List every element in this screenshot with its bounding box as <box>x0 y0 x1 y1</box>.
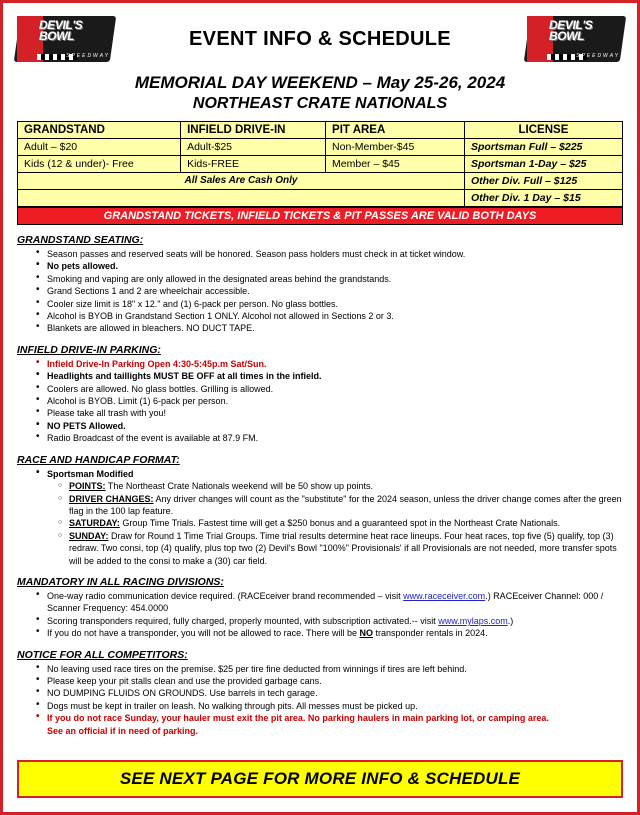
list-item: • Season passes and reserved seats will be honored. Season pass holders must check in at ticket window. <box>47 248 623 260</box>
cell-license-other-1day: Other Div. 1 Day – $15 <box>470 192 581 204</box>
grandstand-list <box>17 248 623 335</box>
footer-banner <box>17 760 623 798</box>
mandatory-text-post-1: .) RACEceiver Channel: 000 / Scanner Frequency: 454.0000 <box>47 590 604 614</box>
sub-label-saturday: SATURDAY: <box>69 518 120 529</box>
logo-text-left: DEVIL'S BOWL <box>39 18 83 43</box>
mandatory-text-post-3: transponder rentals in 2024. <box>373 628 488 639</box>
sub-label-points: POINTS: <box>69 481 106 492</box>
list-item-warning <box>47 712 623 737</box>
cell-infield-kids: Kids-FREE <box>181 156 326 172</box>
footer-text: SEE NEXT PAGE FOR MORE INFO & SCHEDULE <box>119 769 521 788</box>
raceceiver-link[interactable]: www.raceceiver.com <box>403 590 486 601</box>
list-item <box>69 480 623 492</box>
cell-spacer <box>18 190 465 206</box>
tickets-valid-both-days-banner: GRANDSTAND TICKETS, INFIELD TICKETS & PIT PASSES ARE VALID BOTH DAYS <box>18 207 622 224</box>
section-race-format <box>17 454 623 567</box>
col-header-infield: INFIELD DRIVE-IN <box>181 122 326 138</box>
section-title-notice: NOTICE FOR ALL COMPETITORS: <box>17 648 188 661</box>
cell-grandstand-kids: Kids (12 & under)- Free <box>18 156 181 172</box>
list-item <box>47 627 623 639</box>
list-item: • Coolers are allowed. No glass bottles. Grilling is allowed. <box>47 383 623 395</box>
sub-text-points: The Northeast Crate Nationals weekend will be 50 show up points. <box>105 481 373 492</box>
event-title-line1: MEMORIAL DAY WEEKEND – May 25-26, 2024 <box>134 73 506 92</box>
list-item <box>47 590 623 615</box>
devils-bowl-logo-right <box>527 16 623 62</box>
pricing-table <box>17 121 623 225</box>
col-header-grandstand: GRANDSTAND <box>18 122 181 138</box>
section-mandatory <box>17 576 623 640</box>
table-row <box>18 190 622 207</box>
logo-sub-right: SPEEDWAY <box>576 53 620 59</box>
sub-label-driver-changes: DRIVER CHANGES: <box>69 493 154 504</box>
mandatory-no-emphasis: NO <box>359 628 374 639</box>
cell-all-sales-cash-only: All Sales Are Cash Only <box>18 173 465 189</box>
list-item: • NO DUMPING FLUIDS ON GROUNDS. Use barrels in tech garage. <box>47 687 623 699</box>
list-item: • Please take all trash with you! <box>47 407 623 419</box>
list-item: • Infield Drive-In Parking Open 4:30-5:45p.m Sat/Sun. <box>47 358 623 370</box>
list-item: • Grand Sections 1 and 2 are wheelchair accessible. <box>47 285 623 297</box>
section-infield-parking <box>17 344 623 445</box>
table-row <box>18 173 622 190</box>
logo-text-right: DEVIL'S BOWL <box>549 18 593 43</box>
race-format-sublist <box>47 480 623 567</box>
list-item: • Dogs must be kept in trailer on leash. No walking through pits. All messes must be picked up. <box>47 700 623 712</box>
col-header-license: LICENSE <box>518 124 569 136</box>
list-item <box>69 517 623 529</box>
list-item <box>69 493 623 518</box>
mylaps-link[interactable]: www.mylaps.com <box>438 615 508 626</box>
list-item: • No pets allowed. <box>47 260 623 272</box>
logo-sub-left: SPEEDWAY <box>66 53 110 59</box>
mandatory-list <box>17 590 623 640</box>
pricing-table-header-row <box>18 122 622 139</box>
list-item: • Cooler size limit is 18" x 12." and (1) 6-pack per person. No glass bottles. <box>47 298 623 310</box>
list-item: • Sportsman Modified <box>47 468 623 480</box>
list-item: • Radio Broadcast of the event is available at 87.9 FM. <box>47 432 623 444</box>
col-header-pit-area: PIT AREA <box>326 122 465 138</box>
list-item: • Headlights and taillights MUST BE OFF at all times in the infield. <box>47 370 623 382</box>
notice-red-text-1: If you do not race Sunday, your hauler must exit the pit area. No parking haulers in main parking lot, or camping area. <box>47 713 549 724</box>
mandatory-text-pre-1: One-way radio communication device required. (RACEceiver brand recommended – visit <box>47 590 404 601</box>
section-title-grandstand: GRANDSTAND SEATING: <box>17 234 144 246</box>
cell-license-sportsman-1day: Sportsman 1-Day – $25 <box>470 158 587 170</box>
devils-bowl-logo-left <box>17 16 113 62</box>
list-item: • Blankets are allowed in bleachers. NO DUCT TAPE. <box>47 322 623 334</box>
section-notice <box>17 649 623 737</box>
section-title-race-format: RACE AND HANDICAP FORMAT: <box>17 453 180 466</box>
mandatory-text-pre-2: Scoring transponders required, fully charged, properly mounted, with subscription activated.-- visit <box>47 615 439 626</box>
cell-grandstand-adult: Adult – $20 <box>18 139 181 155</box>
mandatory-text-pre-3: If you do not have a transponder, you will not be allowed to race. There will be <box>47 628 360 639</box>
cell-pit-nonmember: Non-Member-$45 <box>326 139 465 155</box>
sub-text-saturday: Group Time Trials. Fastest time will get a $250 bonus and a guaranteed spot in the Northeast Crate Nationals. <box>119 518 561 529</box>
table-row <box>18 139 622 156</box>
list-item <box>69 530 623 567</box>
section-title-infield: INFIELD DRIVE-IN PARKING: <box>17 343 161 356</box>
section-title-mandatory: MANDATORY IN ALL RACING DIVISIONS: <box>17 575 224 588</box>
event-title-line2: NORTHEAST CRATE NATIONALS <box>192 95 448 112</box>
list-item: • NO PETS Allowed. <box>47 420 623 432</box>
notice-red-text-2: See an official if in need of parking. <box>47 725 199 736</box>
list-item: • Please keep your pit stalls clean and use the provided garbage cans. <box>47 675 623 687</box>
cell-license-other-full: Other Div. Full – $125 <box>470 175 578 187</box>
list-item: • Alcohol is BYOB. Limit (1) 6-pack per person. <box>47 395 623 407</box>
race-format-list <box>17 468 623 480</box>
page-header <box>17 13 623 65</box>
list-item <box>47 615 623 627</box>
cell-pit-member: Member – $45 <box>326 156 465 172</box>
notice-list <box>17 663 623 737</box>
page-title: EVENT INFO & SCHEDULE <box>189 27 451 50</box>
cell-license-sportsman-full: Sportsman Full – $225 <box>470 141 583 153</box>
table-row <box>18 156 622 173</box>
mandatory-text-post-2: .) <box>507 615 514 626</box>
section-grandstand-seating <box>17 234 623 335</box>
sub-text-sunday: Draw for Round 1 Time Trial Groups. Time trial results determine heat race lineups. Four heat races, top five (5) qualify, top (3) redraw. Two consi, top (4) qualify, plus top two (2) Devil's Bowl "100%" Provisionals' if all Provisionals are not needed, more transfer spots will be added to the consi to make a (30) car field. <box>69 530 617 566</box>
infield-list <box>17 358 623 445</box>
cell-infield-adult: Adult-$25 <box>181 139 326 155</box>
list-item: • Alcohol is BYOB in Grandstand Section 1 ONLY. Alcohol not allowed in Sections 2 or 3. <box>47 310 623 322</box>
sub-text-driver-changes: Any driver changes will count as the "substitute" for the 2024 season, unless the driver change comes after the green flag in the 100 lap feature. <box>69 493 622 516</box>
list-item: • Smoking and vaping are only allowed in the designated areas behind the grandstands. <box>47 273 623 285</box>
sub-label-sunday: SUNDAY: <box>69 530 109 541</box>
list-item: • No leaving used race tires on the premise. $25 per tire fine deducted from winnings if tires are left behind. <box>47 663 623 675</box>
